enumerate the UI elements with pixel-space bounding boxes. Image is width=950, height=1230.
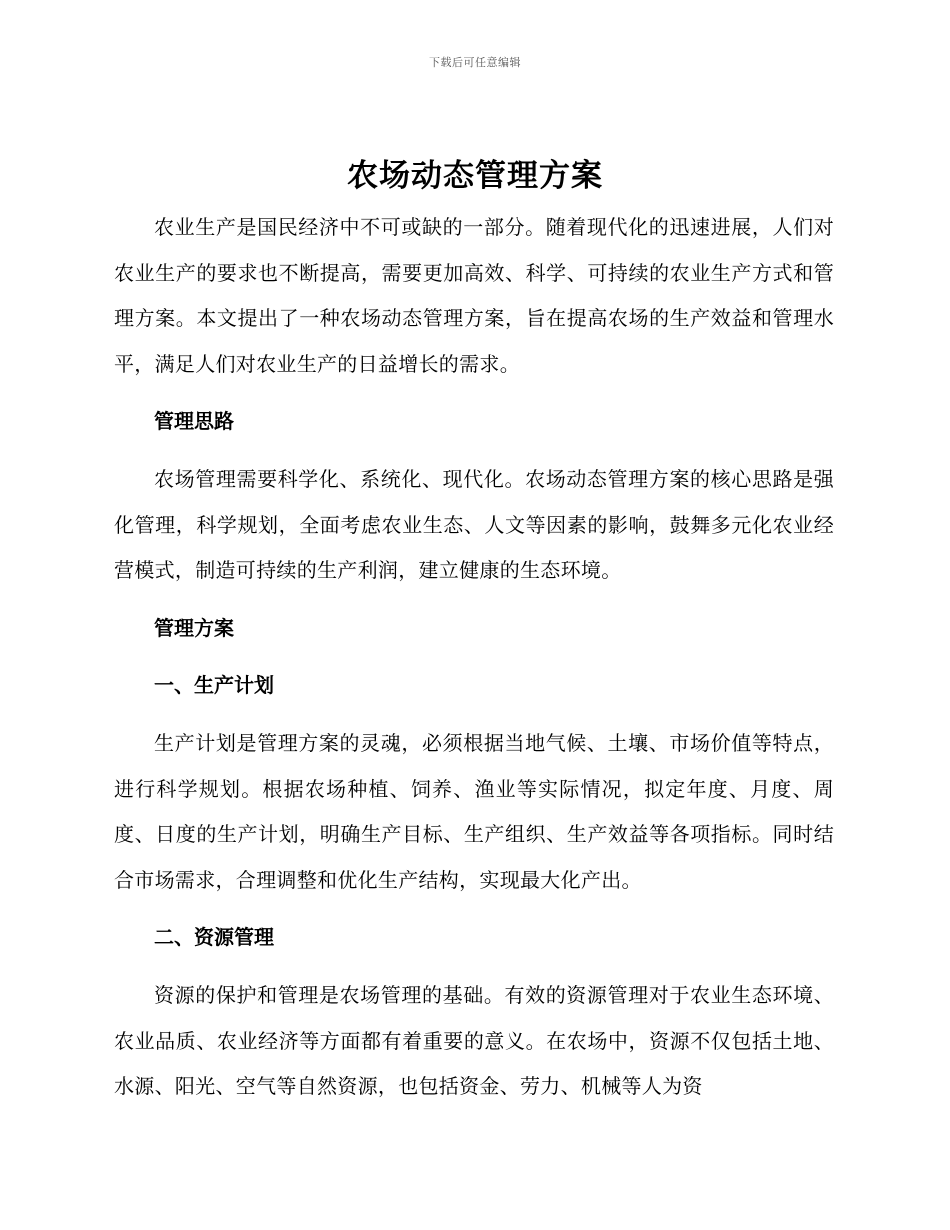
section-heading-approach: 管理思路 <box>154 409 234 434</box>
header-note: 下载后可任意编辑 <box>429 56 521 69</box>
section-paragraph-production: 生产计划是管理方案的灵魂，必须根据当地气候、土壤、市场价值等特点，进行科学规划。根据农场种植、饲养、渔业等实际情况，拟定年度、月度、周度、日度的生产计划，明确生产目标、生产组织、生产效益等各项指标。同时结合市场需求，合理调整和优化生产结构，实现最大化产出。 <box>114 730 834 892</box>
section-heading-resources: 二、资源管理 <box>154 925 274 950</box>
intro-paragraph: 农业生产是国民经济中不可或缺的一部分。随着现代化的迅速进展，人们对农业生产的要求也不断提高，需要更加高效、科学、可持续的农业生产方式和管理方案。本文提出了一种农场动态管理方案，旨在提高农场的生产效益和管理水平，满足人们对农业生产的日益增长的需求。 <box>114 215 834 376</box>
section-heading-production: 一、生产计划 <box>154 673 274 698</box>
section-heading-plan: 管理方案 <box>154 615 234 640</box>
section-paragraph-approach: 农场管理需要科学化、系统化、现代化。农场动态管理方案的核心思路是强化管理，科学规划，全面考虑农业生态、人文等因素的影响，鼓舞多元化农业经营模式，制造可持续的生产利润，建立健康的生态环境。 <box>114 466 834 583</box>
section-paragraph-resources: 资源的保护和管理是农场管理的基础。有效的资源管理对于农业生态环境、农业品质、农业经济等方面都有着重要的意义。在农场中，资源不仅包括土地、水源、阳光、空气等自然资源，也包括资金、劳力、机械等人为资 <box>114 982 834 1099</box>
document-body <box>114 205 834 1110</box>
document-title: 农场动态管理方案 <box>347 158 603 194</box>
